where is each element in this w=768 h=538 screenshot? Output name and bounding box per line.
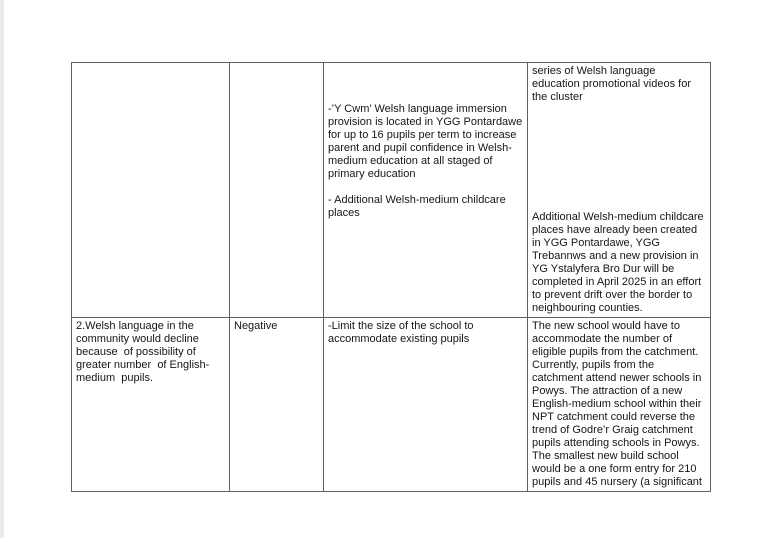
paragraph-y-cwm-immersion: -’Y Cwm’ Welsh language immersion provision is located in YGG Pontardawe for up to 16 pupils per term to increase parent and pupil confidence in Welsh-medium education at all staged of primary education [328, 103, 526, 180]
paragraph-new-school-catchment: The new school would have to accommodate the number of eligible pupils from the catchment. Currently, pupils from the catchment attend newer schools in Powys. The attraction of a new English-medium school within their NPT catchment could reverse the trend of Godre’r Graig catchment pupils attending schools in Powys. The smallest new build school would be a one form entry for 210 pupils and 45 nursery (a significant [532, 320, 705, 488]
paragraph-additional-childcare-bullet: - Additional Welsh-medium childcare places [328, 194, 509, 219]
paragraph-issue-2: 2.Welsh language in the community would decline because of possibility of greater number of English-medium pupils. [76, 320, 210, 384]
page-edge-strip [0, 0, 4, 538]
table-row [72, 63, 711, 318]
impact-label: Negative [234, 320, 278, 332]
table-row [72, 318, 711, 492]
cell-mitigation-row2 [324, 318, 528, 492]
impact-assessment-table [71, 62, 711, 492]
cell-commentary-row1 [528, 63, 711, 318]
cell-mitigation-row1 [324, 63, 528, 318]
cell-issue-empty [72, 63, 230, 318]
paragraph-limit-school-size: -Limit the size of the school to accommodate existing pupils [328, 320, 477, 345]
paragraph-childcare-places-created: Additional Welsh-medium childcare places have already been created in YGG Pontardawe, YGG Trebannws and a new provision in YG Ystalyfera Bro Dur will be completed in April 2025 in an effort to prevent drift over the border to neighbouring counties. [532, 211, 707, 314]
cell-impact-empty [230, 63, 324, 318]
cell-commentary-row2 [528, 318, 711, 492]
cell-impact-negative [230, 318, 324, 492]
paragraph-promotional-videos-continuation: series of Welsh language education promotional videos for the cluster [532, 65, 695, 103]
cell-issue-welsh-language-decline [72, 318, 230, 492]
